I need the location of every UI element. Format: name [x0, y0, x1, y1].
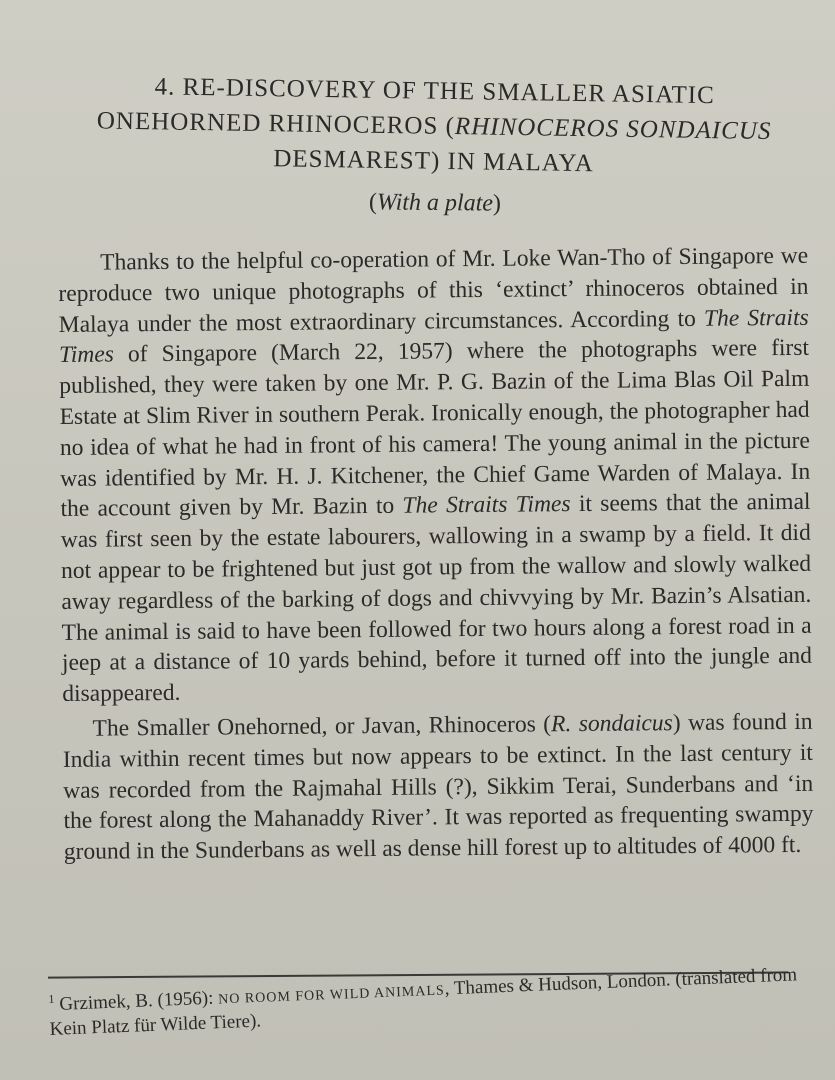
paragraph-2 [62, 707, 813, 868]
p1-newspaper-name-2: The Straits Times [402, 491, 571, 520]
paragraph-1 [58, 241, 812, 710]
footnote-book-title: NO ROOM FOR WILD ANIMALS [217, 983, 446, 1008]
p2-species-abbrev: R. sondaicus [550, 710, 673, 738]
plate-note [70, 186, 800, 221]
title-species-name: RHINOCEROS SONDAICUS [454, 113, 772, 146]
plate-note-open: ( [368, 189, 378, 216]
footnote-author: Grzimek, B. (1956): [54, 987, 219, 1016]
footnote-publisher: , Thames & Hudson, London. (translated from Kein Platz für Wilde Tiere). [49, 964, 798, 1041]
p1-text-a: Thanks to the helpful co-operation of Mr. Loke Wan-Tho of Singapore we reproduce two unique photographs of this ‘extinct’ rhinoceros obtained in Malaya under the most extraordinary circumstances. According to [58, 242, 809, 338]
article-title [68, 68, 800, 184]
plate-note-text: With a plate [376, 189, 494, 217]
title-line-2-text: ONEHORNED RHINOCEROS ( [96, 107, 456, 141]
plate-note-close: ) [492, 190, 502, 217]
p1-text-e: it seems that the animal was first seen by the estate labourers, wallowing in a swamp by a field. It did not appear to be frightened but just got up from the wallow and slowly walked away regardless of the barking of dogs and chivvying by Mr. Bazin’s Alsatian. The animal is said to have been followed for two hours along a forest road in a jeep at a distance of 10 yards behind, before it turned off into the jungle and disappeared. [60, 489, 813, 708]
p1-newspaper-name-1: The Straits Times [58, 304, 809, 369]
p2-text-c: ) was found in India within recent times but now appears to be extinct. In the last century it was recorded from the Rajmahal Hills (?), Sikkim Terai, Sunderbans and ‘in the forest along the Mahanaddy River’. It was reported as frequenting swampy ground in the Sunderbans as well as dense hill forest up to altitudes of 4000 ft. [62, 708, 814, 866]
p1-text-c: of Singapore (March 22, 1957) where the photographs were first published, they were taken by one Mr. P. G. Bazin of the Lima Blas Oil Palm Estate at Slim River in southern Perak. Ironically enough, the photographer had no idea of what he had in front of his camera! The young animal in the picture was identified by Mr. H. J. Kitchener, the Chief Game Warden of Malaya. In the account given by Mr. Bazin to [59, 335, 811, 523]
footnote [48, 957, 810, 1041]
title-line-3: DESMAREST) IN MALAYA [273, 145, 595, 178]
p2-text-a: The Smaller Onehorned, or Javan, Rhinoceros ( [92, 711, 552, 742]
article-body [58, 241, 814, 868]
title-line-1: 4. RE-DISCOVERY OF THE SMALLER ASIATIC [154, 73, 715, 110]
footnote-marker: 1 [48, 991, 55, 1006]
